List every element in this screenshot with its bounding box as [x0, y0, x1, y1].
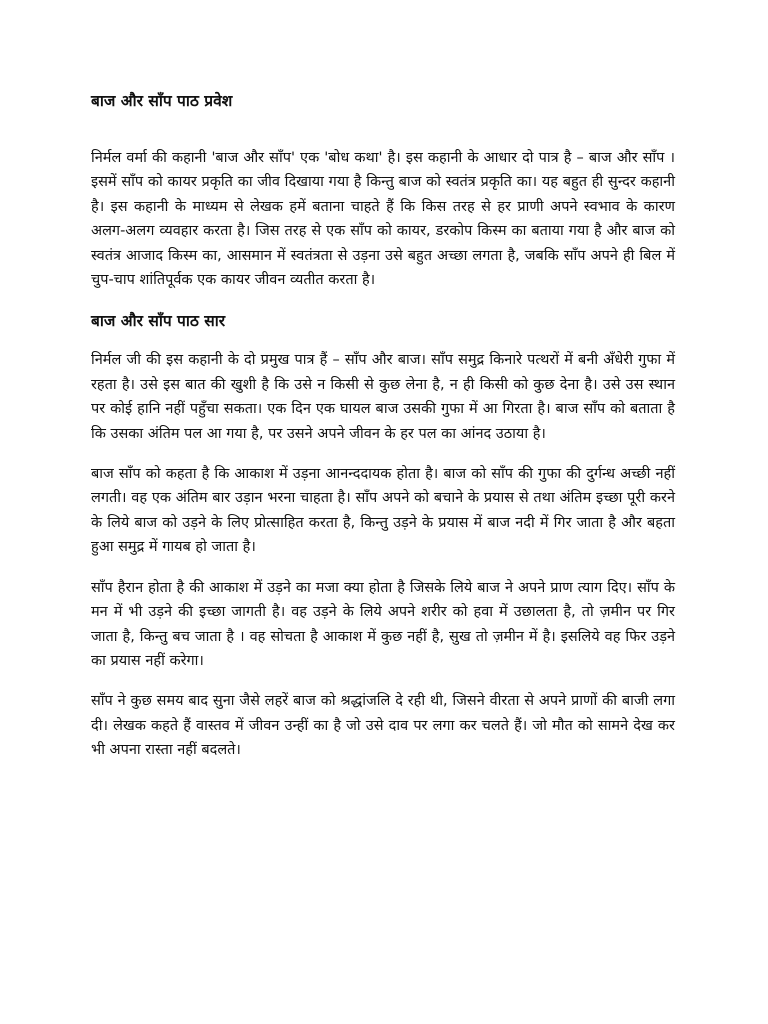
- summary-paragraph-3: साँप हैरान होता है की आकाश में उड़ने का मजा क्या होता है जिसके लिये बाज ने अपने प्राण त्याग दिए। साँप के मन में भी उड़ने की इच्छा जागती है। वह उड़ने के लिये अपने शरीर को हवा में उछालता है, तो ज़मीन पर गिर जाता है, किन्तु बच जाता है । वह सोचता है आकाश में कुछ नहीं है, सुख तो ज़मीन में है। इसलिये वह फिर उड़ने का प्रयास नहीं करेगा।: [91, 579, 675, 669]
- summary-paragraph-4: साँप ने कुछ समय बाद सुना जैसे लहरें बाज को श्रद्धांजलि दे रही थी, जिसने वीरता से अपने प्राणों की बाजी लगा दी। लेखक कहते हैं वास्तव में जीवन उन्हीं का है जो उसे दाव पर लगा कर चलते हैं। जो मौत को सामने देख कर भी अपना रास्ता नहीं बदलते।: [91, 693, 675, 759]
- intro-paragraph: निर्मल वर्मा की कहानी 'बाज और साँप' एक 'बोध कथा' है। इस कहानी के आधार दो पात्र है – बाज और साँप । इसमें साँप को कायर प्रकृति का जीव दिखाया गया है किन्तु बाज को स्वतंत्र प्रकृति का। यह बहुत ही सुन्दर कहानी है। इस कहानी के माध्यम से लेखक हमें बताना चाहते हैं कि किस तरह से हर प्राणी अपने स्वभाव के कारण अलग-अलग व्यवहार करता है। जिस तरह से एक साँप को कायर, डरकोप किस्म का बताया गया है और बाज को स्वतंत्र आजाद किस्म का, आसमान में स्वतंत्रता से उड़ना उसे बहुत अच्छा लगता है, जबकि साँप अपने ही बिल में चुप-चाप शांतिपूर्वक एक कायर जीवन व्यतीत करता है।: [91, 150, 675, 289]
- summary-paragraph-2: बाज साँप को कहता है कि आकाश में उड़ना आनन्ददायक होता है। बाज को साँप की गुफा की दुर्गन्ध अच्छी नहीं लगती। वह एक अंतिम बार उड़ान भरना चाहता है। साँप अपने को बचाने के प्रयास से तथा अंतिम इच्छा पूरी करने के लिये बाज को उड़ने के लिए प्रोत्साहित करता है, किन्तु उड़ने के प्रयास में बाज नदी में गिर जाता है और बहता हुआ समुद्र में गायब हो जाता है।: [91, 466, 675, 556]
- section-heading-intro: बाज और साँप पाठ प्रवेश: [91, 92, 233, 110]
- summary-paragraph-1: निर्मल जी की इस कहानी के दो प्रमुख पात्र हैं – साँप और बाज। साँप समुद्र किनारे पत्थरों में बनी अँधेरी गुफा में रहता है। उसे इस बात की खुशी है कि उसे न किसी से कुछ लेना है, न ही किसी को कुछ देना है। उसे उस स्थान पर कोई हानि नहीं पहुँचा सकता। एक दिन एक घायल बाज उसकी गुफा में आ गिरता है। बाज साँप को बताता है कि उसका अंतिम पल आ गया है, पर उसने अपने जीवन के हर पल का आंनद उठाया है।: [91, 352, 675, 442]
- document-page: [91, 90, 675, 763]
- section-heading-summary: बाज और साँप पाठ सार: [91, 312, 226, 331]
